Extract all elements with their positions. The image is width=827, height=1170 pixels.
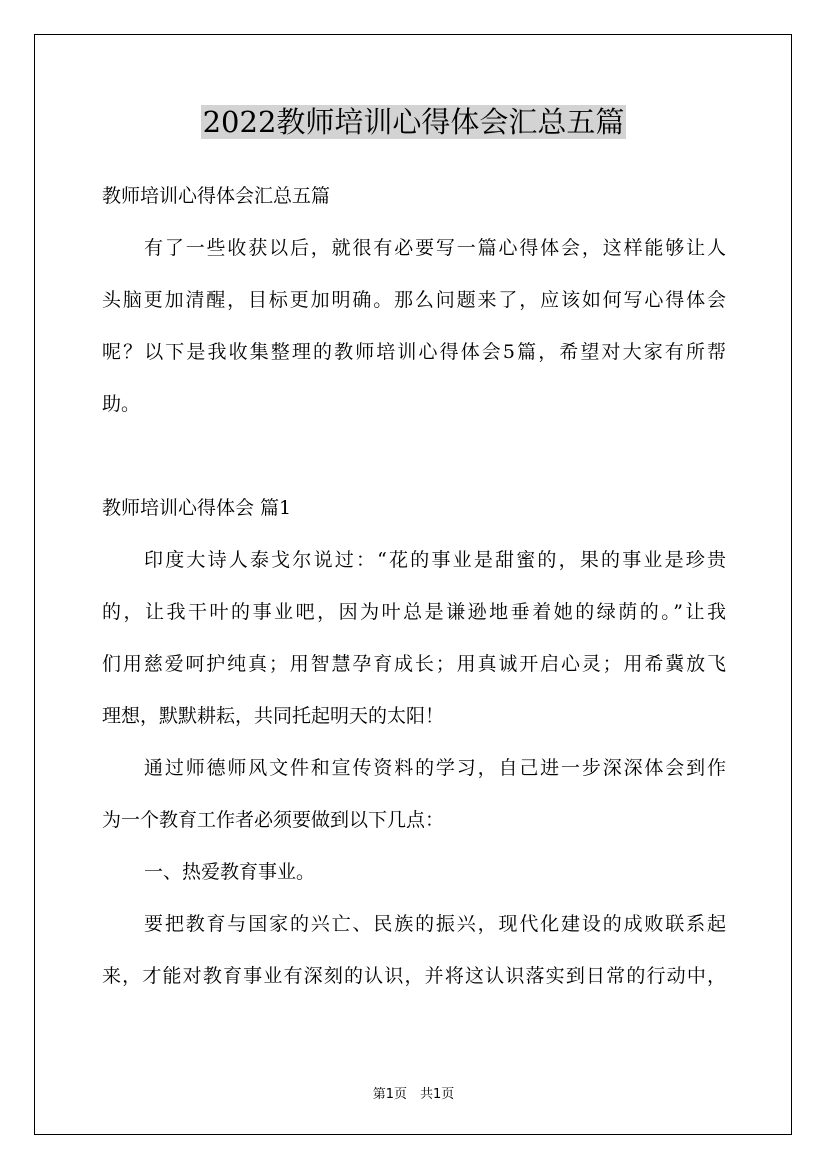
document-body xyxy=(102,170,726,1002)
paragraph-line: 为一个教育工作者必须要做到以下几点： xyxy=(102,809,445,831)
document-subtitle: 教师培训心得体会汇总五篇 xyxy=(102,185,331,207)
paragraph-line: 有了一些收获以后，就很有必要写一篇心得体会，这样能够让人 xyxy=(144,237,726,259)
point-heading: 一、热爱教育事业。 xyxy=(144,861,316,883)
section-heading: 教师培训心得体会 篇1 xyxy=(102,497,292,519)
paragraph-line: 头脑更加清醒，目标更加明确。那么问题来了，应该如何写心得体会 xyxy=(102,289,726,311)
paragraph-line: 要把教育与国家的兴亡、民族的振兴，现代化建设的成败联系起 xyxy=(144,913,726,935)
document-title-text: 2022教师培训心得体会汇总五篇 xyxy=(202,105,625,139)
blank-line xyxy=(102,430,726,482)
paragraph-line: 助。 xyxy=(102,393,141,415)
paragraph-3 xyxy=(102,898,726,1002)
paragraph-line: 通过师德师风文件和宣传资料的学习，自己进一步深深体会到作 xyxy=(144,757,726,779)
paragraph-line: 的，让我干叶的事业吧，因为叶总是谦逊地垂着她的绿荫的。”让我 xyxy=(102,601,726,623)
document-title xyxy=(0,100,827,144)
paragraph-line: 来，才能对教育事业有深刻的认识，并将这认识落实到日常的行动中， xyxy=(102,965,726,987)
page-footer: 第1页 共1页 xyxy=(372,1087,455,1102)
paragraph-line: 理想，默默耕耘，共同托起明天的太阳！ xyxy=(102,705,445,727)
paragraph-1 xyxy=(102,534,726,742)
paragraph-line: 们用慈爱呵护纯真；用智慧孕育成长；用真诚开启心灵；用希冀放飞 xyxy=(102,653,726,675)
paragraph-2 xyxy=(102,742,726,846)
intro-paragraph xyxy=(102,222,726,430)
paragraph-line: 呢？以下是我收集整理的教师培训心得体会5篇，希望对大家有所帮 xyxy=(102,341,726,363)
paragraph-line: 印度大诗人泰戈尔说过：“花的事业是甜蜜的，果的事业是珍贵 xyxy=(144,549,726,571)
